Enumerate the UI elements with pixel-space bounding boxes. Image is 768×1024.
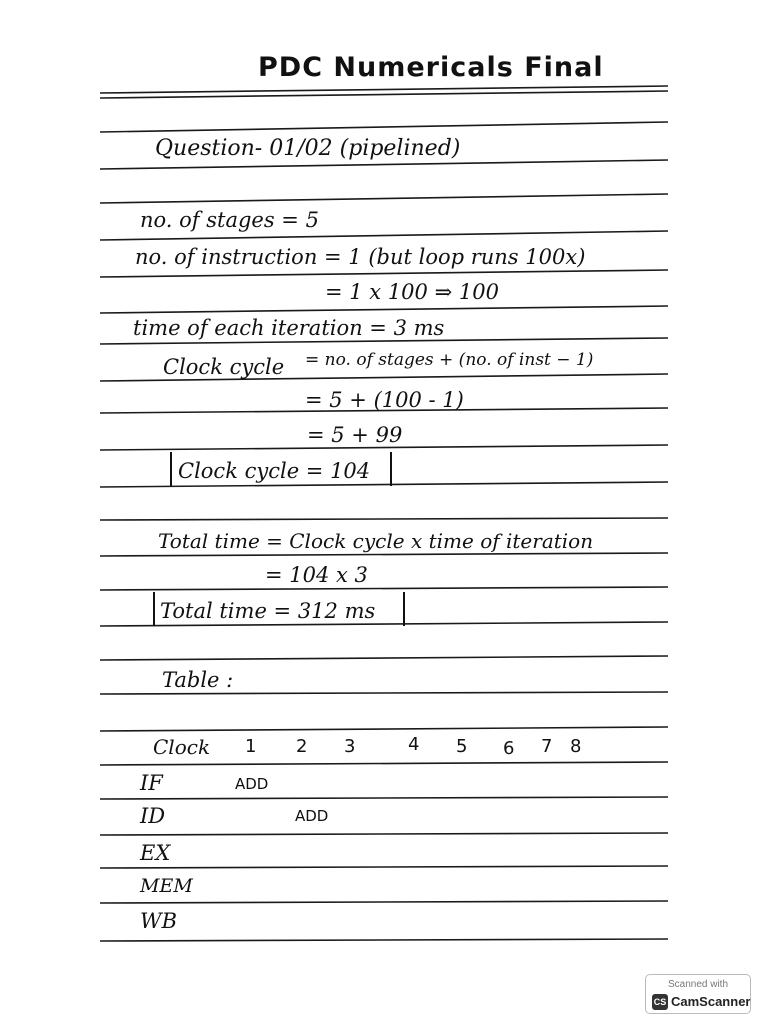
stage-wb: WB bbox=[140, 909, 178, 933]
time-each-line: time of each iteration = 3 ms bbox=[133, 316, 445, 340]
table-cell-if-1: ADD bbox=[235, 775, 269, 793]
instructions-line: no. of instruction = 1 (but loop runs 100x) bbox=[135, 245, 586, 269]
table-col-1: 1 bbox=[245, 736, 257, 757]
table-col-6: 6 bbox=[503, 738, 515, 759]
camscanner-name: CamScanner bbox=[671, 994, 751, 1009]
question-heading: Question- 01/02 (pipelined) bbox=[155, 136, 461, 161]
total-step: = 104 x 3 bbox=[265, 563, 368, 587]
total-formula: Total time = Clock cycle x time of iteration bbox=[158, 529, 594, 553]
clock-step-2: = 5 + 99 bbox=[307, 423, 403, 447]
clock-formula-rhs: = no. of stages + (no. of inst − 1) bbox=[305, 350, 594, 370]
clock-result: Clock cycle = 104 bbox=[178, 459, 371, 483]
page-title: PDC Numericals Final bbox=[258, 52, 604, 83]
instructions-calc: = 1 x 100 ⇒ 100 bbox=[325, 280, 499, 304]
table-col-8: 8 bbox=[570, 736, 582, 757]
table-col-7: 7 bbox=[541, 736, 553, 757]
stage-mem: MEM bbox=[140, 875, 193, 897]
table-col-3: 3 bbox=[344, 736, 356, 757]
table-label: Table : bbox=[162, 668, 234, 692]
table-header-label: Clock bbox=[153, 735, 211, 759]
table-cell-id-2: ADD bbox=[295, 807, 329, 825]
clock-formula-lhs: Clock cycle bbox=[163, 355, 285, 379]
stages-line: no. of stages = 5 bbox=[140, 208, 319, 232]
table-col-5: 5 bbox=[456, 736, 468, 757]
camscanner-badge bbox=[645, 974, 751, 1014]
stage-ex: EX bbox=[140, 841, 171, 865]
table-col-4: 4 bbox=[408, 734, 420, 755]
scanned-with-text: Scanned with bbox=[667, 979, 729, 990]
stage-id: ID bbox=[140, 804, 166, 828]
stage-if: IF bbox=[140, 771, 163, 795]
table-col-2: 2 bbox=[296, 736, 308, 757]
total-result: Total time = 312 ms bbox=[160, 599, 376, 623]
clock-step-1: = 5 + (100 - 1) bbox=[305, 388, 464, 412]
camscanner-logo-icon: CS bbox=[652, 994, 668, 1010]
